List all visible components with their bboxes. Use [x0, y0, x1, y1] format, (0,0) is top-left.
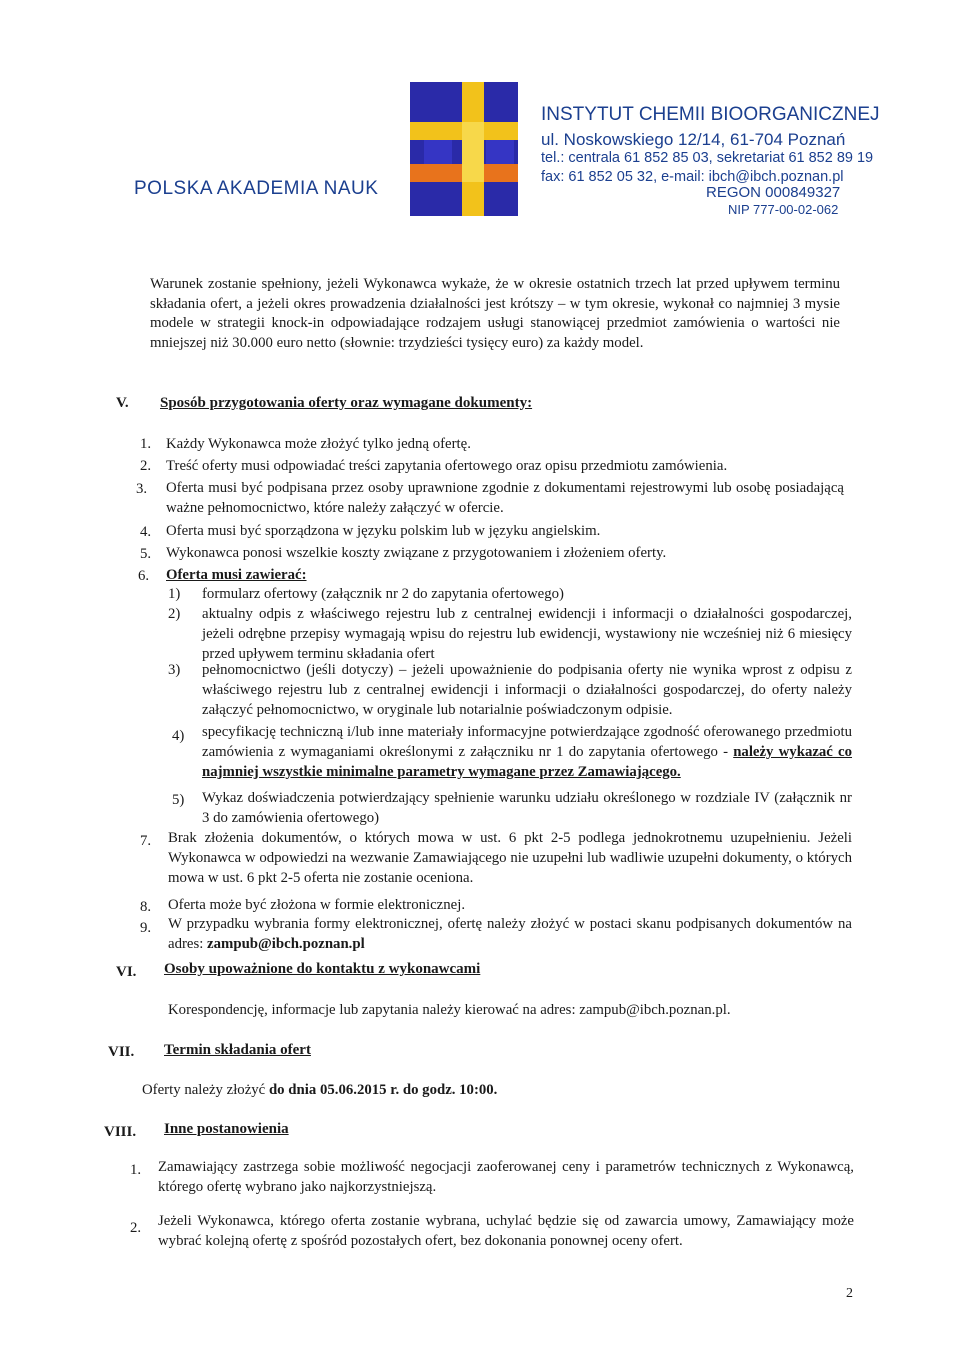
v-item-5: Wykonawca ponosi wszelkie koszty związane z przygotowaniem i złożeniem oferty.: [166, 545, 667, 561]
section-vii-deadline: do dnia 05.06.2015 r. do godz. 10:00.: [268, 1082, 498, 1098]
section-v-number: V.: [116, 395, 129, 411]
v-item-4: Oferta musi być sporządzona w języku polskim lub w języku angielskim.: [166, 523, 601, 539]
sub-item-4-bold: należy wykazać co najmniej wszystkie minimalne parametry wymagane przez Zamawiającego.: [202, 744, 853, 780]
nip: NIP 777-00-02-062: [728, 202, 839, 217]
v-item-6-number: 6.: [138, 568, 150, 584]
v-item-2-number: 2.: [140, 458, 152, 474]
v-item-8: Oferta może być złożona w formie elektronicznej.: [168, 897, 466, 913]
academy-name: POLSKA AKADEMIA NAUK: [134, 178, 379, 199]
telephone: tel.: centrala 61 852 85 03, sekretariat 61 852 89 19: [541, 150, 874, 166]
v-item-2: Treść oferty musi odpowiadać treści zapytania ofertowego oraz opisu przedmiotu zamówienia.: [166, 458, 728, 474]
institute-name: INSTYTUT CHEMII BIOORGANICZNEJ: [541, 104, 880, 125]
v-item-1-number: 1.: [140, 436, 152, 452]
sub-item-3: pełnomocnictwo (jeśli dotyczy) – jeżeli upoważnienie do podpisania oferty nie wynika wprost z odpisu z właściwego rejestru lub z centralnej ewidencji i informacji o działalności gospodarczej, do oferty należy załączyć pełnomocnictwo, w oryginale lub notarialnie poświadczonym odpisie.: [202, 662, 852, 718]
sub-item-2-number: 2): [168, 606, 181, 622]
sub-item-5: Wykaz doświadczenia potwierdzający spełnienie warunku udziału określonego w rozdziale IV (załącznik nr 3 do zamówienia ofertowego): [202, 790, 852, 826]
section-vii-text: [142, 1080, 842, 1100]
sub-item-4-number: 4): [172, 728, 185, 744]
section-vii-number: VII.: [108, 1044, 135, 1060]
section-viii-number: VIII.: [104, 1124, 137, 1140]
sub-item-1: formularz ofertowy (załącznik nr 2 do zapytania ofertowego): [202, 586, 564, 602]
v-item-9-number: 9.: [140, 920, 152, 936]
sub-item-4-text: specyfikację techniczną i/lub inne materiały informacyjne potwierdzające zgodność oferowanego przedmiotu zamówienia z wymaganiami określonymi z załączniku nr 1 do zapytania ofertowego -: [202, 724, 852, 760]
section-v-title: Sposób przygotowania oferty oraz wymagane dokumenty:: [160, 395, 533, 411]
section-vi-title: Osoby upoważnione do kontaktu z wykonawcami: [164, 961, 481, 977]
sub-item-4: [202, 722, 852, 782]
viii-item-1: Zamawiający zastrzega sobie możliwość negocjacji zaoferowanej ceny i parametrów technicznych z Wykonawcą, którego ofertę wybrano jako najkorzystniejszą.: [158, 1159, 854, 1195]
sub-item-3-number: 3): [168, 662, 181, 678]
viii-item-2: Jeżeli Wykonawca, którego oferta zostanie wybrana, uchylać będzie się od zawarcia umowy, Zamawiający może wybrać kolejną ofertę z spośród pozostałych ofert, bez dokonania ponownej oceny ofert.: [158, 1213, 854, 1249]
v-item-9: [168, 914, 852, 954]
v-item-3: Oferta musi być podpisana przez osoby uprawnione zgodnie z dokumentami rejestrowymi lub osobę posiadającą ważne pełnomocnictwo, które należy załączyć w ofercie.: [166, 480, 844, 516]
v-item-6: Oferta musi zawierać:: [166, 567, 307, 583]
regon: REGON 000849327: [706, 184, 841, 201]
fax-email: fax: 61 852 05 32, e-mail: ibch@ibch.poznan.pl: [541, 169, 844, 185]
v-item-3-number: 3.: [136, 481, 148, 497]
section-viii-title: Inne postanowienia: [164, 1121, 289, 1137]
sub-item-1-number: 1): [168, 586, 181, 602]
sub-item-2: aktualny odpis z właściwego rejestru lub z centralnej ewidencji i informacji o działalności gospodarczej, jeżeli odrębne przepisy wymagają wpisu do rejestru lub ewidencji, wystawiony nie wcześniej niż 6 miesięcy przed upływem terminu składania ofert: [202, 606, 852, 662]
section-vi-number: VI.: [116, 964, 137, 980]
v-item-4-number: 4.: [140, 524, 152, 540]
v-item-9-text: W przypadku wybrania formy elektronicznej, ofertę należy złożyć w postaci skanu podpisanych dokumentów na adres:: [168, 916, 852, 952]
v-item-1: Każdy Wykonawca może złożyć tylko jedną ofertę.: [166, 436, 471, 452]
viii-item-2-number: 2.: [130, 1220, 142, 1236]
sub-item-5-number: 5): [172, 792, 185, 808]
v-item-8-number: 8.: [140, 899, 152, 915]
v-item-7-number: 7.: [140, 833, 152, 849]
institute-logo: [410, 82, 518, 216]
page-number: 2: [846, 1286, 853, 1301]
street-address: ul. Noskowskiego 12/14, 61-704 Poznań: [541, 130, 846, 149]
section-vii-text-pre: Oferty należy złożyć: [142, 1082, 266, 1098]
v-item-5-number: 5.: [140, 546, 152, 562]
v-item-7: Brak złożenia dokumentów, o których mowa w ust. 6 pkt 2-5 podlega jednokrotnemu uzupełnieniu. Jeżeli Wykonawca w odpowiedzi na wezwanie Zamawiającego nie uzupełni lub wadliwie uzupełni dokumenty, o których mowa w ust. 6 pkt 2-5 oferta nie zostanie oceniona.: [168, 830, 852, 886]
v-item-9-email: zampub@ibch.poznan.pl: [207, 936, 365, 952]
section-vi-text: Korespondencję, informacje lub zapytania należy kierować na adres: zampub@ibch.poznan.pl.: [168, 1002, 731, 1018]
section-vii-title: Termin składania ofert: [164, 1042, 311, 1058]
intro-paragraph: Warunek zostanie spełniony, jeżeli Wykonawca wykaże, że w okresie ostatnich trzech lat przed upływem terminu składania ofert, a jeżeli okres prowadzenia działalności jest krótszy – w tym okresie, wykonał co najmniej 3 mysie modele w strategii knock-in odpowiadające rodzajem usługi stanowiącej przedmiot zamówienia o wartości nie mniejszej niż 30.000 euro netto (słownie: trzydzieści tysięcy euro) za każdy model.: [150, 276, 840, 351]
viii-item-1-number: 1.: [130, 1162, 142, 1178]
